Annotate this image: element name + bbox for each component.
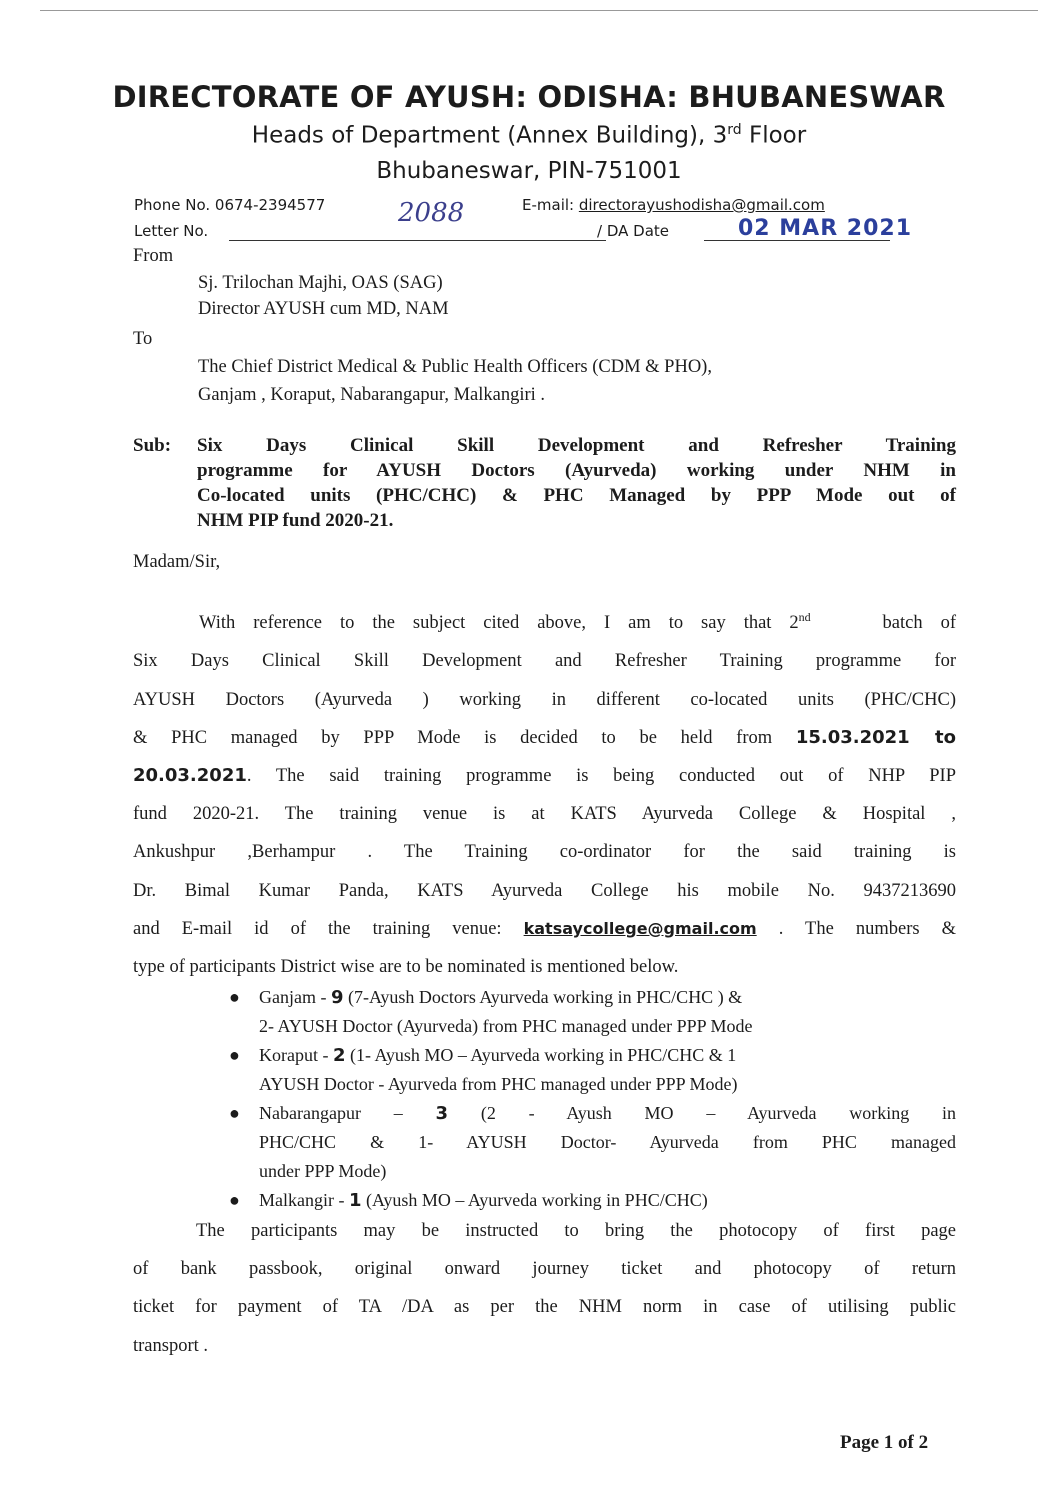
closing-paragraph	[133, 1212, 956, 1365]
letter-no-underline	[229, 240, 606, 241]
salutation: Madam/Sir,	[133, 552, 221, 572]
body-line-4	[133, 719, 956, 757]
subject-line-3: Co-located units (PHC/CHC) & PHC Managed by PPP Mode out of	[197, 485, 956, 506]
directorate-title: DIRECTORATE OF AYUSH: ODISHA: BHUBANESWAR	[112, 80, 946, 114]
body-line-3: AYUSH Doctors (Ayurveda ) working in different co-located units (PHC/CHC)	[133, 689, 956, 710]
body-line-10: type of participants District wise are to be nominated is mentioned below.	[133, 956, 679, 977]
body-line-9	[133, 910, 956, 948]
separator: -	[317, 1045, 333, 1065]
date-stamp: 02 MAR 2021	[738, 216, 913, 241]
participant-count: 3	[435, 1103, 449, 1124]
floor-ordinal: rd	[727, 122, 742, 138]
participant-count: 2	[332, 1045, 346, 1066]
address-floor: Floor	[741, 122, 807, 149]
sender-designation: Director AYUSH cum MD, NAM	[198, 299, 449, 319]
body-line-5	[133, 757, 956, 795]
email-label: E-mail:	[522, 196, 579, 214]
district-name: Malkangir	[259, 1190, 334, 1210]
participant-count: 9	[330, 987, 344, 1008]
bullet-dot-icon: ●	[229, 1103, 240, 1123]
list-item-koraput	[229, 1041, 956, 1099]
body-paragraph	[133, 598, 956, 986]
address-building: Heads of Department (Annex Building), 3	[251, 122, 728, 149]
koraput-detail: (1- Ayush MO – Ayurveda working in PHC/CHC & 1	[345, 1045, 737, 1065]
letter-no-label: Letter No.	[134, 222, 209, 240]
from-label: From	[133, 246, 174, 266]
nabarangapur-line-3: under PPP Mode)	[259, 1161, 387, 1181]
nabarangapur-detail: (2 - Ayush MO – Ayurveda working in	[448, 1103, 957, 1123]
page-number: Page 1 of 2	[840, 1432, 929, 1453]
subject-row	[133, 433, 956, 533]
phone-number: Phone No. 0674-2394577	[134, 196, 326, 214]
venue-email-link[interactable]: katsaycollege@gmail.com	[523, 918, 757, 938]
address-line-2: Bhubaneswar, PIN-751001	[376, 158, 682, 184]
closing-line-2: of bank passbook, original onward journey ticket and photocopy of return	[133, 1259, 956, 1280]
bullet-dot-icon: ●	[229, 987, 240, 1007]
ganjam-line-1	[259, 983, 956, 1012]
scan-top-edge	[40, 10, 1038, 11]
separator: -	[315, 987, 331, 1007]
bullet-dot-icon: ●	[229, 1045, 240, 1065]
body-line-7: Ankushpur ,Berhampur . The Training co-ordinator for the said training is	[133, 842, 956, 863]
list-item-malkangir	[229, 1186, 956, 1215]
district-name: Ganjam	[259, 987, 316, 1007]
to-label: To	[133, 329, 153, 349]
nabarangapur-line-2: PHC/CHC & 1- AYUSH Doctor- Ayurveda from PHC managed	[259, 1132, 956, 1152]
directorate-email: directorayushodisha@gmail.com	[578, 196, 825, 214]
training-start-date: 15.03.2021 to	[795, 726, 956, 748]
body-line-8: Dr. Bimal Kumar Panda, KATS Ayurveda College his mobile No. 9437213690	[133, 880, 956, 901]
body-line-1-end: batch of	[882, 613, 956, 634]
closing-line-3: ticket for payment of TA /DA as per the NHM norm in case of utilising public	[133, 1297, 956, 1318]
separator: –	[360, 1103, 436, 1123]
body-line-9-end: . The numbers &	[756, 918, 956, 939]
ganjam-detail: (7-Ayush Doctors Ayurveda working in PHC/CHC ) &	[343, 987, 743, 1007]
subject-text	[197, 433, 956, 533]
participant-list	[229, 983, 956, 1215]
participant-count: 1	[348, 1190, 362, 1211]
list-item-nabarangapur	[229, 1099, 956, 1186]
separator: -	[333, 1190, 349, 1210]
batch-ordinal: nd	[798, 610, 811, 624]
training-end-date: 20.03.2021	[133, 764, 247, 786]
body-line-1	[133, 598, 956, 642]
body-line-2: Six Days Clinical Skill Development and Refresher Training programme for	[133, 651, 956, 672]
list-item-ganjam	[229, 983, 956, 1041]
malkangir-detail: (Ayush MO – Ayurveda working in PHC/CHC)	[361, 1190, 708, 1210]
district-name: Nabarangapur	[259, 1103, 361, 1123]
address-line-1	[0, 122, 1058, 149]
subject-label: Sub:	[133, 435, 172, 456]
body-line-5-text: . The said training programme is being conducted out of NHP PIP	[246, 765, 956, 786]
malkangir-line-1	[259, 1186, 956, 1215]
ganjam-line-2: 2- AYUSH Doctor (Ayurveda) from PHC managed under PPP Mode	[259, 1016, 753, 1036]
handwritten-letter-number: 2088	[398, 198, 465, 228]
subject-block	[133, 433, 956, 533]
body-line-9-text: and E-mail id of the training venue:	[133, 918, 524, 939]
koraput-line-2: AYUSH Doctor - Ayurveda from PHC managed under PPP Mode)	[259, 1074, 738, 1094]
recipient-line-1: The Chief District Medical & Public Health Officers (CDM & PHO),	[198, 357, 712, 377]
subject-line-2: programme for AYUSH Doctors (Ayurveda) working under NHM in	[197, 460, 956, 481]
subject-line-4: NHM PIP fund 2020-21.	[197, 510, 394, 531]
nabarangapur-line-1	[259, 1099, 956, 1128]
sender-name: Sj. Trilochan Majhi, OAS (SAG)	[198, 273, 443, 293]
recipient-line-2: Ganjam , Koraput, Nabarangapur, Malkangiri .	[198, 385, 546, 405]
closing-line-1: The participants may be instructed to bring the photocopy of first page	[196, 1221, 956, 1241]
closing-line-4: transport .	[133, 1335, 209, 1356]
bullet-dot-icon: ●	[229, 1190, 240, 1210]
date-label: / DA Date	[597, 222, 669, 240]
subject-line-1: Six Days Clinical Skill Development and Refresher Training	[197, 435, 956, 456]
email-block	[522, 196, 825, 214]
district-name: Koraput	[259, 1045, 318, 1065]
body-line-4-text: & PHC managed by PPP Mode is decided to be held from	[133, 727, 796, 748]
body-line-1-text: With reference to the subject cited above, I am to say that 2	[199, 613, 799, 634]
koraput-line-1	[259, 1041, 956, 1070]
body-line-6: fund 2020-21. The training venue is at KATS Ayurveda College & Hospital ,	[133, 804, 956, 825]
